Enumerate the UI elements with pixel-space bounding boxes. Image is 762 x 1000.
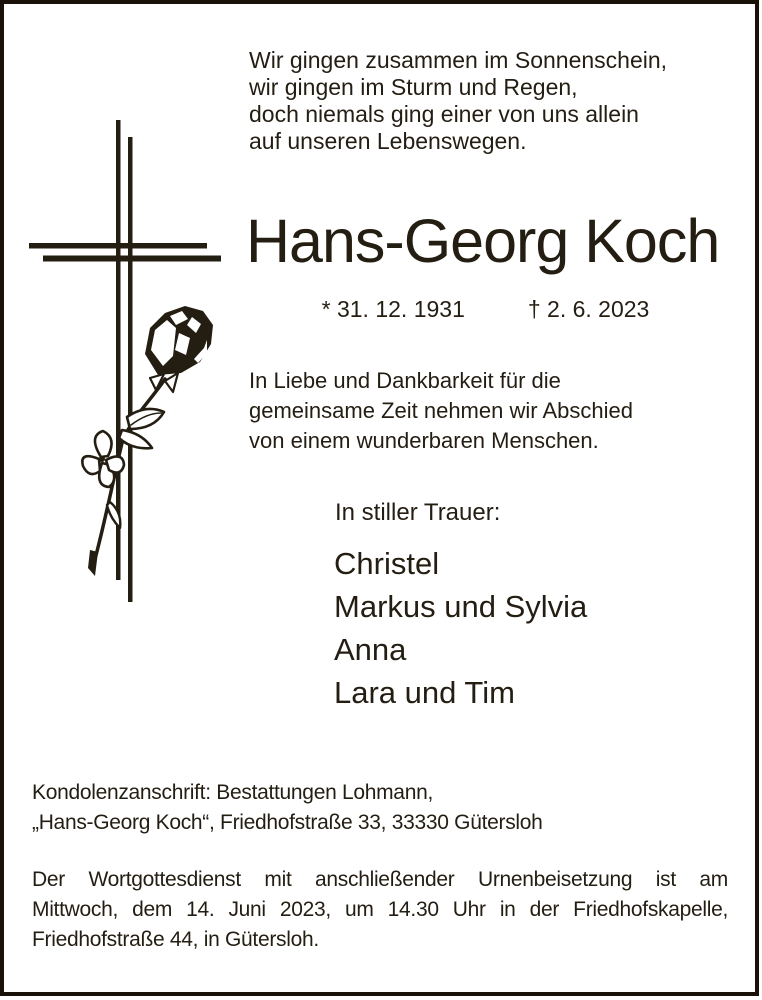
- poem: [249, 47, 667, 155]
- mourners-list: [334, 542, 587, 714]
- deceased-name: Hans-Georg Koch: [246, 207, 720, 275]
- mourner-name: Anna: [334, 632, 407, 667]
- cross-horizontal-bar-lower: [43, 256, 221, 262]
- life-dates: [249, 296, 722, 322]
- poem-line: Wir gingen zusammen im Sonnenschein,: [249, 47, 668, 73]
- mourning-intro: In stiller Trauer:: [335, 499, 501, 526]
- farewell-text: [249, 366, 633, 456]
- service-information: [32, 865, 728, 955]
- farewell-line: gemeinsame Zeit nehmen wir Abschied: [249, 398, 633, 423]
- condolence-line: Kondolenzanschrift: Bestattungen Lohmann,: [32, 781, 433, 804]
- condolence-line: „Hans-Georg Koch“, Friedhofstraße 33, 33330 Gütersloh: [32, 811, 543, 834]
- farewell-line: In Liebe und Dankbarkeit für die: [249, 368, 561, 393]
- poem-line: doch niemals ging einer von uns allein: [249, 101, 639, 127]
- service-line: Der Wortgottesdienst mit anschließender Urnenbeisetzung ist am: [32, 868, 728, 891]
- mourner-name: Markus und Sylvia: [334, 589, 588, 624]
- cross-horizontal-bar-upper: [29, 243, 207, 249]
- birth-date: * 31. 12. 1931: [321, 296, 465, 322]
- mourner-name: Lara und Tim: [334, 675, 515, 710]
- service-line: Friedhofstraße 44, in Gütersloh.: [32, 928, 319, 951]
- cross-vertical-bar-right: [128, 137, 133, 602]
- death-date: † 2. 6. 2023: [527, 296, 650, 322]
- service-line: Mittwoch, dem 14. Juni 2023, um 14.30 Uhr in der Friedhofskapelle,: [32, 898, 728, 921]
- cross-and-rose-icon: [18, 112, 228, 612]
- farewell-line: von einem wunderbaren Menschen.: [249, 428, 599, 453]
- poem-line: auf unseren Lebenswegen.: [249, 128, 527, 154]
- rose-icon: [82, 306, 213, 576]
- mourner-name: Christel: [334, 546, 440, 581]
- poem-line: wir gingen im Sturm und Regen,: [249, 74, 578, 100]
- condolence-address: [32, 778, 543, 838]
